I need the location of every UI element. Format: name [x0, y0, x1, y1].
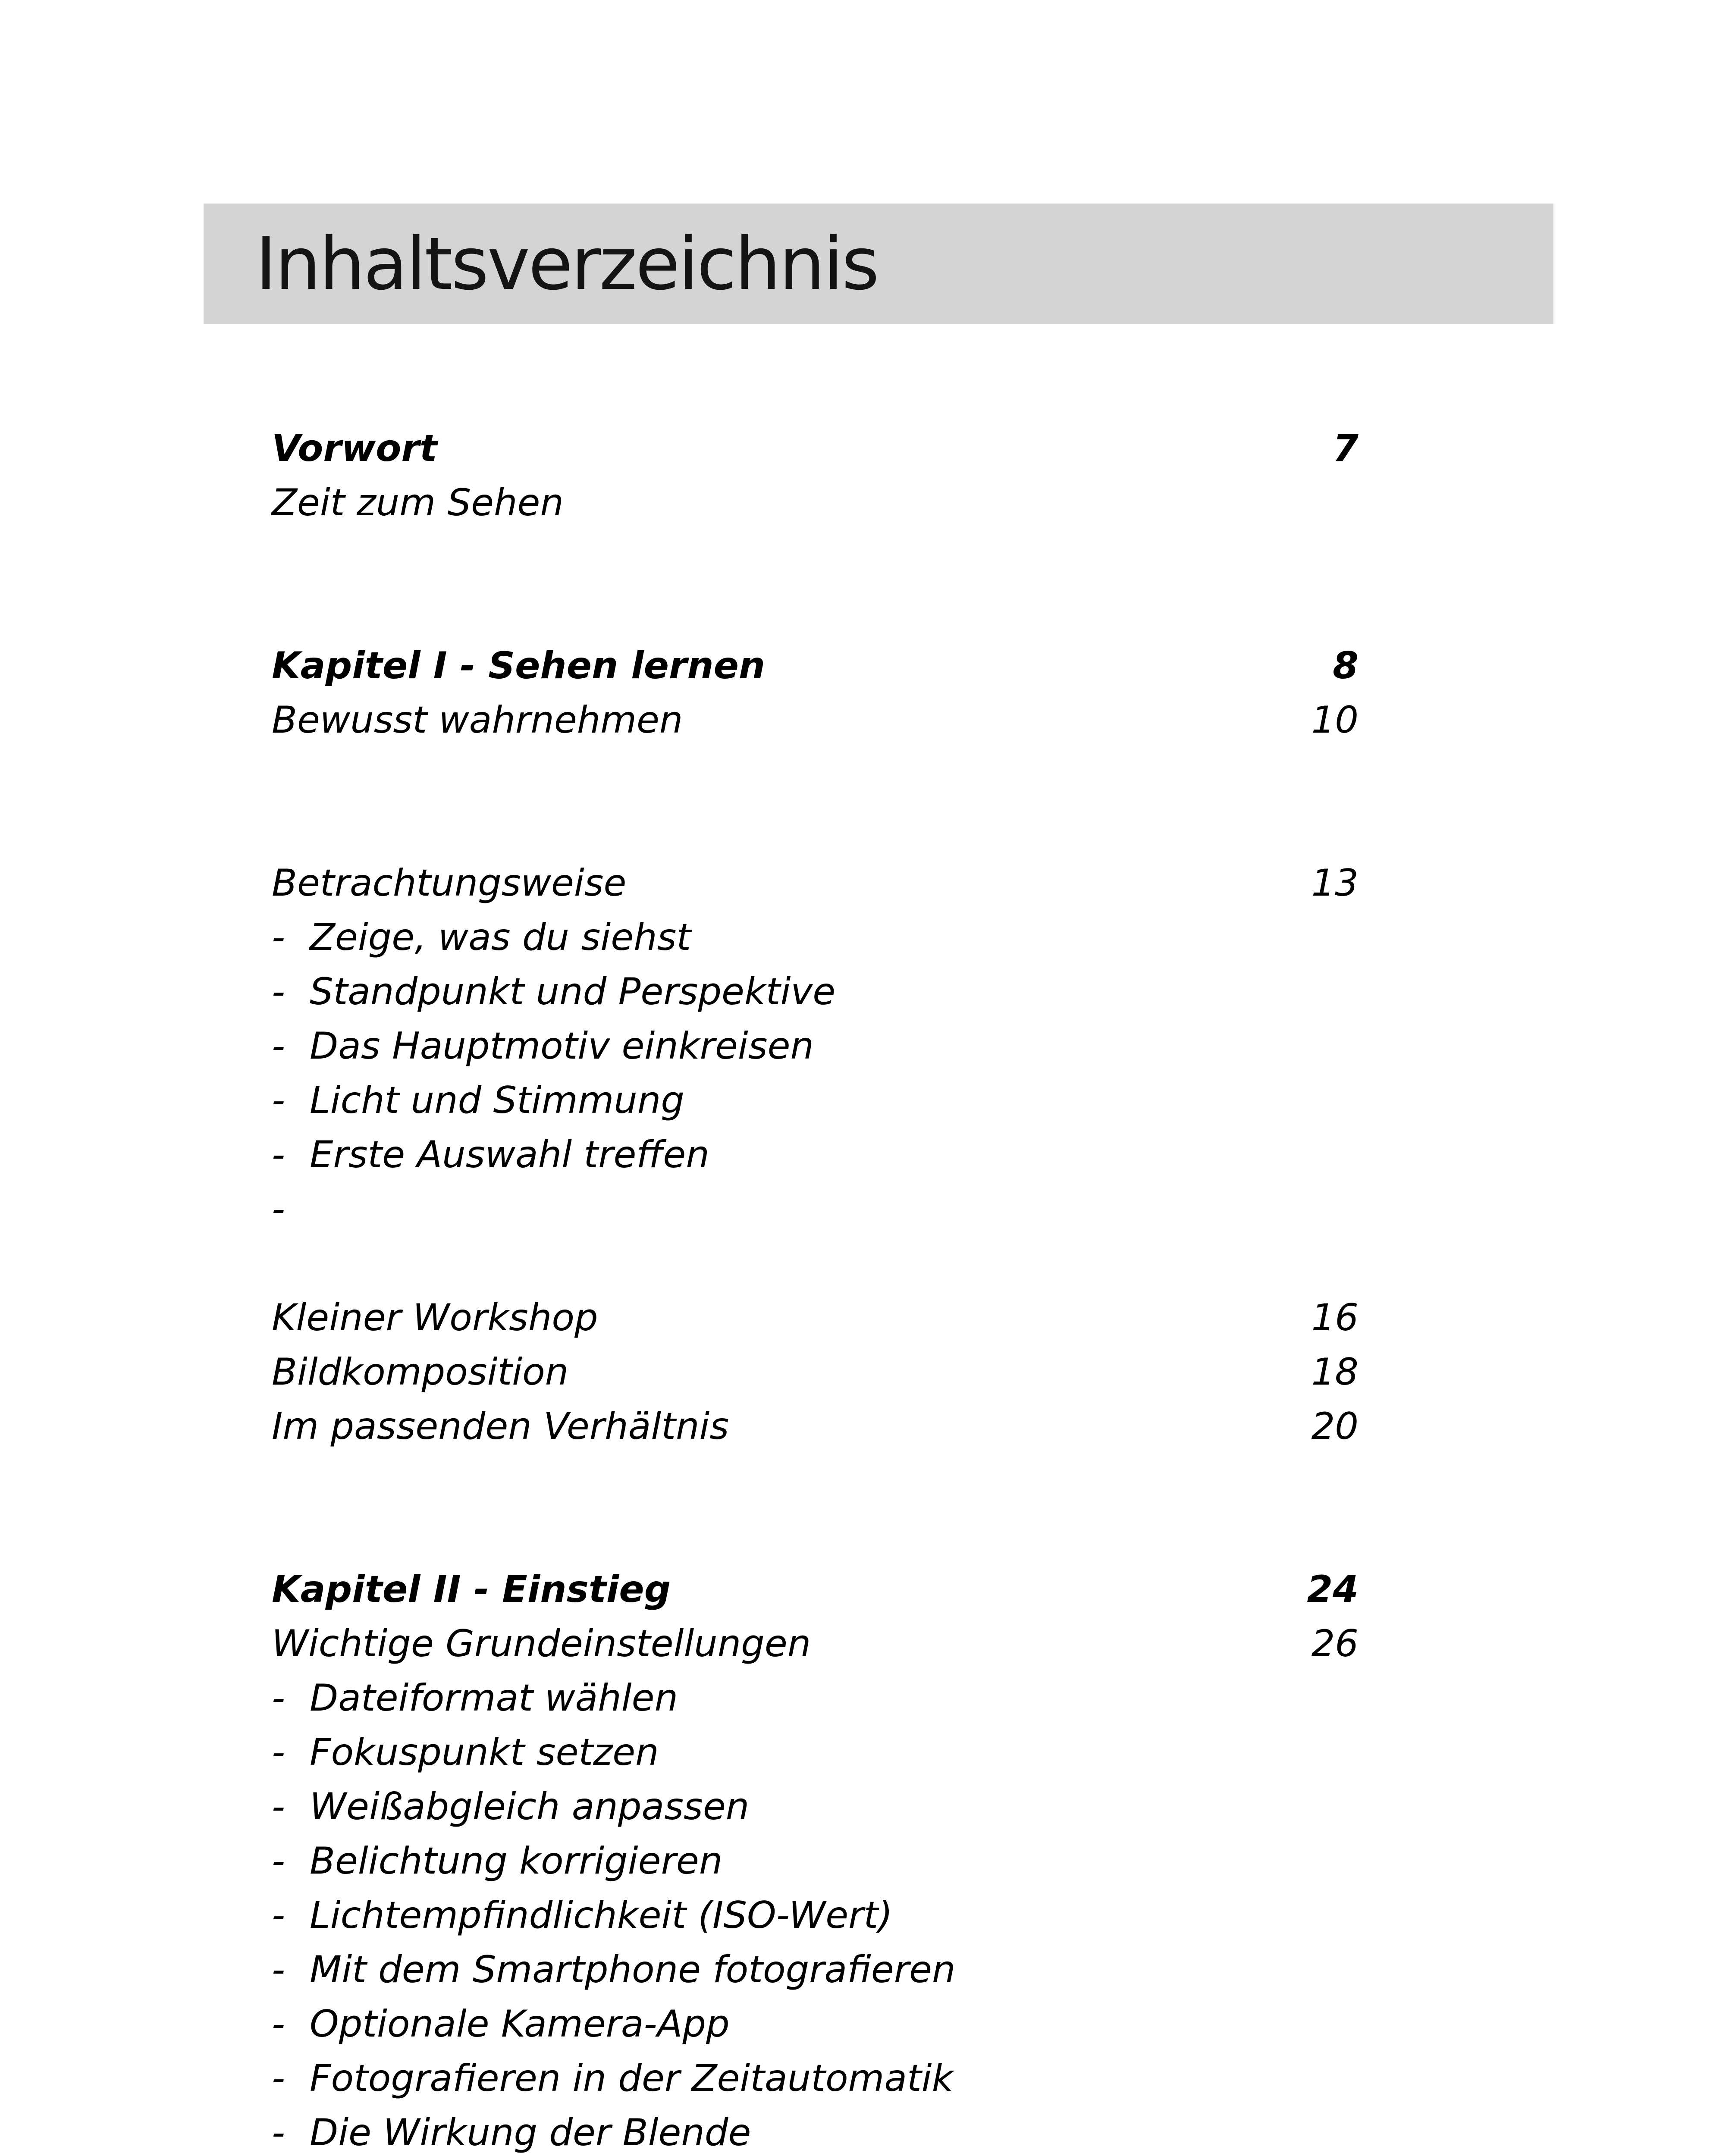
toc-subentry: [272, 1943, 1359, 1997]
toc-subentry-label: Licht und Stimmung: [310, 1079, 684, 1122]
toc-entry-page: 13: [1311, 862, 1359, 905]
toc-entry-page: 26: [1311, 1622, 1359, 1665]
toc-subentry-label: Dateiformat wählen: [310, 1677, 678, 1720]
toc-entry-vorwort: [272, 421, 1359, 476]
table-of-contents: [272, 0, 1359, 2156]
toc-entry-label: Wichtige Grundeinstellungen: [272, 1622, 811, 1665]
list-dash: -: [272, 1025, 286, 1068]
toc-subentry: [272, 1780, 1359, 1834]
toc-entry-page: 7: [1333, 427, 1359, 470]
toc-entry-label: Betrachtungsweise: [272, 862, 627, 905]
toc-entry-page: 20: [1311, 1405, 1359, 1448]
toc-subentry-label: Lichtempfindlichkeit (ISO-Wert): [310, 1894, 893, 1937]
toc-subentry-label: Erste Auswahl treffen: [310, 1133, 709, 1176]
toc-subentry: [272, 1671, 1359, 1725]
list-dash: -: [272, 1839, 286, 1883]
toc-entry-kapitel-1: [272, 639, 1359, 693]
toc-subentry: [272, 1997, 1359, 2051]
toc-subentry: [272, 1128, 1359, 1182]
toc-entry-label: Im passenden Verhältnis: [272, 1405, 729, 1448]
toc-entry-kleiner-workshop: [272, 1291, 1359, 1345]
toc-entry-page: 10: [1311, 699, 1359, 742]
toc-subentry-label: Optionale Kamera-App: [310, 2002, 730, 2046]
toc-subentry-label: Belichtung korrigieren: [310, 1839, 723, 1883]
toc-entry-label: Kapitel I - Sehen lernen: [272, 644, 766, 687]
toc-entry-bildkomposition: [272, 1345, 1359, 1399]
toc-subentry-label: Standpunkt und Perspektive: [310, 970, 836, 1013]
list-dash: -: [272, 2111, 286, 2154]
list-dash: -: [272, 970, 286, 1013]
toc-entry-bewusst-wahrnehmen: [272, 693, 1359, 747]
list-dash: -: [272, 916, 286, 959]
toc-subentry-empty: [272, 1182, 1359, 1236]
toc-subentry: [272, 1888, 1359, 1943]
toc-entry-betrachtungsweise: [272, 856, 1359, 910]
list-dash: -: [272, 2002, 286, 2046]
toc-subentry-label: Zeige, was du siehst: [310, 916, 691, 959]
toc-entry-im-passenden-verhaeltnis: [272, 1399, 1359, 1454]
list-dash: -: [272, 1188, 286, 1231]
list-dash: -: [272, 1948, 286, 1991]
list-dash: -: [272, 1677, 286, 1720]
toc-subentry: [272, 1073, 1359, 1128]
toc-entry-label: Vorwort: [272, 427, 437, 470]
toc-subentry-label: Mit dem Smartphone fotografieren: [310, 1948, 956, 1991]
toc-subentry-label: Fokuspunkt setzen: [310, 1731, 659, 1774]
toc-subentry: [272, 910, 1359, 965]
toc-entry-label: Kleiner Workshop: [272, 1296, 598, 1339]
toc-subentry: [272, 1019, 1359, 1073]
toc-subentry-label: Fotografieren in der Zeitautomatik: [310, 2057, 954, 2100]
page-title: Inhaltsverzeichnis: [255, 222, 878, 306]
toc-subentry: [272, 1834, 1359, 1888]
toc-subentry: [272, 2106, 1359, 2156]
toc-subentry-label: Die Wirkung der Blende: [310, 2111, 751, 2154]
toc-entry-label: Bewusst wahrnehmen: [272, 699, 683, 742]
list-dash: -: [272, 1785, 286, 1828]
toc-subentry-label: Weißabgleich anpassen: [310, 1785, 750, 1828]
toc-entry-page: 16: [1311, 1296, 1359, 1339]
list-dash: -: [272, 1731, 286, 1774]
toc-entry-zeit-zum-sehen: [272, 476, 1359, 530]
toc-entry-page: 18: [1311, 1351, 1359, 1394]
list-dash: -: [272, 2057, 286, 2100]
toc-entry-page: 8: [1333, 644, 1359, 687]
list-dash: -: [272, 1079, 286, 1122]
toc-subentry: [272, 1725, 1359, 1780]
toc-entry-label: Zeit zum Sehen: [272, 481, 564, 524]
toc-subentry: [272, 965, 1359, 1019]
toc-entry-kapitel-2: [272, 1562, 1359, 1617]
toc-entry-label: Bildkomposition: [272, 1351, 569, 1394]
toc-entry-page: 24: [1307, 1568, 1359, 1611]
toc-subentry: [272, 2051, 1359, 2106]
toc-entry-label: Kapitel II - Einstieg: [272, 1568, 671, 1611]
list-dash: -: [272, 1133, 286, 1176]
toc-subentry-label: Das Hauptmotiv einkreisen: [310, 1025, 814, 1068]
list-dash: -: [272, 1894, 286, 1937]
toc-entry-wichtige-grundeinstellungen: [272, 1617, 1359, 1671]
